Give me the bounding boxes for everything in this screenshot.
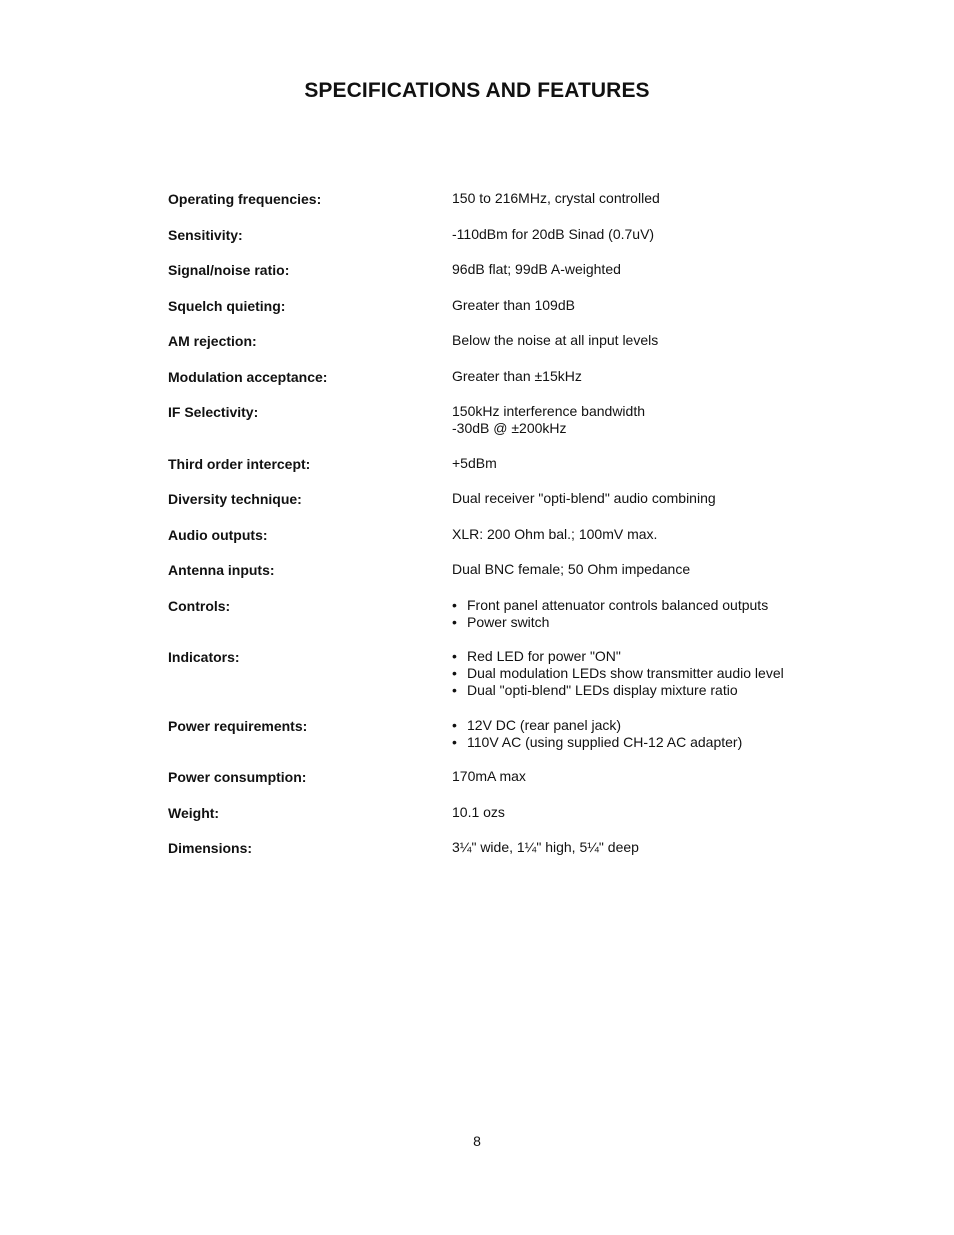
spec-value: +5dBm xyxy=(452,454,497,471)
spec-bullet-item xyxy=(452,717,787,734)
spec-value: 96dB flat; 99dB A-weighted xyxy=(452,261,621,277)
spec-bullet-text: Dual "opti-blend" LEDs display mixture ratio xyxy=(467,682,738,698)
spec-bullet-text: Red LED for power "ON" xyxy=(467,648,621,664)
spec-label: Signal/noise ratio: xyxy=(168,262,290,278)
spec-label: IF Selectivity: xyxy=(168,404,259,420)
spec-row xyxy=(168,561,808,579)
spec-row xyxy=(168,597,808,631)
spec-value: XLR: 200 Ohm bal.; 100mV max. xyxy=(452,525,658,542)
spec-bullet-item xyxy=(452,648,787,665)
spec-bullet-text: Dual modulation LEDs show transmitter audio level xyxy=(467,665,784,681)
spec-label: Dimensions: xyxy=(168,840,253,856)
spec-label: Third order intercept: xyxy=(168,455,311,472)
spec-label: Controls: xyxy=(168,597,231,614)
spec-label: Antenna inputs: xyxy=(168,562,275,578)
spec-value: Below the noise at all input levels xyxy=(452,332,659,348)
spec-label: Sensitivity: xyxy=(168,226,243,243)
spec-label: Indicators: xyxy=(168,649,240,665)
spec-bullet-item xyxy=(452,665,787,682)
specifications-table xyxy=(168,190,808,875)
spec-value-line: 150kHz interference bandwidth xyxy=(452,403,646,419)
spec-row xyxy=(168,297,808,315)
spec-value: 150 to 216MHz, crystal controlled xyxy=(452,190,660,206)
spec-value xyxy=(452,403,808,437)
page-title: SPECIFICATIONS AND FEATURES xyxy=(304,79,650,102)
spec-row xyxy=(168,332,808,350)
spec-value: Dual receiver "opti-blend" audio combining xyxy=(452,490,716,506)
spec-label: Audio outputs: xyxy=(168,526,268,543)
bullet-icon: • xyxy=(452,648,457,664)
spec-row xyxy=(168,648,808,699)
spec-bullet-item xyxy=(452,614,787,631)
spec-bullet-list xyxy=(452,717,808,751)
spec-value: Greater than ±15kHz xyxy=(452,367,582,384)
spec-row xyxy=(168,717,808,751)
spec-label: Operating frequencies: xyxy=(168,191,322,207)
spec-value-line: -30dB @ ±200kHz xyxy=(452,420,567,436)
spec-label: AM rejection: xyxy=(168,333,257,349)
spec-bullet-item xyxy=(452,597,787,614)
spec-label: Weight: xyxy=(168,804,220,821)
spec-value: 3¼" wide, 1¼" high, 5¼" deep xyxy=(452,839,639,855)
spec-bullet-list xyxy=(452,597,808,631)
spec-bullet-text: Power switch xyxy=(467,613,550,630)
bullet-icon: • xyxy=(452,596,457,613)
spec-value: 170mA max xyxy=(452,768,526,784)
page-number: 8 xyxy=(473,1133,481,1149)
bullet-icon: • xyxy=(452,733,457,750)
bullet-icon: • xyxy=(452,716,457,733)
spec-value xyxy=(452,597,808,631)
spec-label: Modulation acceptance: xyxy=(168,368,328,385)
spec-bullet-item xyxy=(452,682,787,699)
spec-label: Diversity technique: xyxy=(168,491,302,507)
spec-label: Squelch quieting: xyxy=(168,297,286,314)
spec-value: -110dBm for 20dB Sinad (0.7uV) xyxy=(452,225,655,242)
spec-row xyxy=(168,190,808,208)
spec-value: 10.1 ozs xyxy=(452,803,505,820)
spec-value: Dual BNC female; 50 Ohm impedance xyxy=(452,561,691,577)
spec-row xyxy=(168,839,808,857)
spec-label: Power consumption: xyxy=(168,769,307,785)
spec-row xyxy=(168,403,808,437)
spec-bullet-text: 110V AC (using supplied CH-12 AC adapter) xyxy=(467,733,743,750)
spec-bullet-text: 12V DC (rear panel jack) xyxy=(467,716,622,733)
spec-row xyxy=(168,368,808,386)
spec-row xyxy=(168,526,808,544)
spec-row xyxy=(168,804,808,822)
spec-label: Power requirements: xyxy=(168,717,308,734)
spec-value xyxy=(452,648,808,699)
spec-row xyxy=(168,261,808,279)
spec-row xyxy=(168,226,808,244)
bullet-icon: • xyxy=(452,613,457,630)
spec-bullet-list xyxy=(452,648,808,699)
spec-value xyxy=(452,717,808,751)
spec-row xyxy=(168,490,808,508)
spec-value: Greater than 109dB xyxy=(452,296,575,313)
bullet-icon: • xyxy=(452,682,457,698)
spec-row xyxy=(168,455,808,473)
spec-bullet-text: Front panel attenuator controls balanced outputs xyxy=(467,596,769,613)
bullet-icon: • xyxy=(452,665,457,681)
spec-row xyxy=(168,768,808,786)
spec-bullet-item xyxy=(452,734,787,751)
